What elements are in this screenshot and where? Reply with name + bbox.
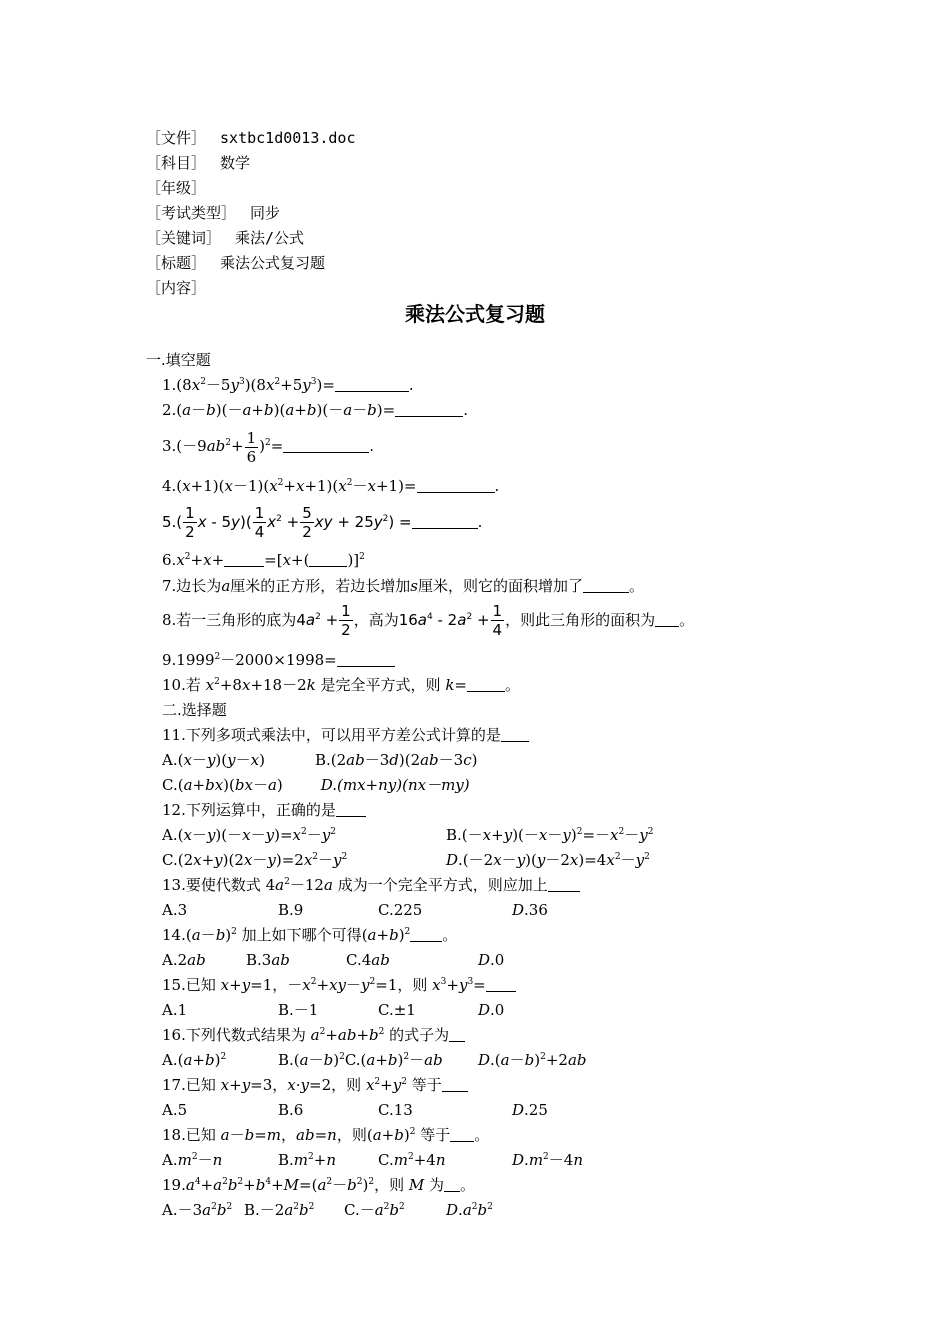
- meta-file: ［文件］ sxtbc1d0013.doc: [146, 129, 356, 147]
- meta-exam-type: ［考试类型］ 同步: [146, 204, 281, 222]
- q17-options: A.5 B.6 C.13 D.25: [162, 1101, 548, 1119]
- question-13: 13.要使代数式 $4a^2-12a$ 成为一个完全平方式，则应加上: [162, 875, 580, 895]
- q12-option-c: $C.(2x+y)(2x-y)=2x^2-y^2$: [162, 851, 348, 869]
- q12-option-a: $A.(x-y)(-x-y)=x^2-y^2$: [162, 826, 336, 844]
- question-5: 5.( $\frac{1}{2}$ x - 5y)( $\frac{1}{4}$ $x^2$ + $\frac{5}{2}$ xy + $25y^2$) = .: [162, 504, 483, 541]
- question-8: 8.若一三角形的底为$4a^2$ + $\frac{1}{2}$ ，高为$16a^4 - 2a^2$ + $\frac{1}{4}$ ，则此三角形的面积为 。: [162, 602, 695, 639]
- question-6: $6.x^2+x+ =[x+$( )]$^2$: [162, 551, 365, 569]
- meta-title: ［标题］ 乘法公式复习题: [146, 254, 326, 272]
- question-3: $3.(-9ab^2+$ $\frac{1}{6}$ )$^2$= .: [162, 428, 375, 466]
- question-7: 7.边长为a厘米的正方形，若边长增加s厘米，则它的面积增加了 。: [162, 577, 645, 595]
- page-title: 乘法公式复习题: [405, 302, 545, 326]
- question-1: $1.(8x^2-5y^3)(8x^2+5y^3)=$ .: [162, 376, 414, 394]
- question-4: $4.(x+1)(x-1)(x^2+x+1)(x^2-x+1)=$ .: [162, 477, 500, 495]
- question-14: $14.(a-b)^2$ 加上如下哪个可得$(a+b)^2$ 。: [162, 926, 458, 944]
- question-2: 2.(a－b)(－a+b)(a+b)(－a－b)= .: [162, 401, 468, 419]
- question-17: 17.已知 x+y=3，x·y=2，则 $x^2+y^2$ 等于: [162, 1075, 468, 1095]
- question-10: 10.若 $x^2+8x+18-2k$ 是完全平方式，则 k= 。: [162, 676, 520, 694]
- section-fill: 一.填空题: [146, 351, 211, 369]
- question-16: 16.下列代数式结果为 $a^2+ab+b^2$ 的式子为: [162, 1025, 465, 1045]
- q13-options: A.3 B.9 C.225 D.36: [162, 901, 548, 919]
- question-19: $19.a^4+a^2b^2+b^4+M=(a^2-b^2)^2$，则 M 为 。: [162, 1176, 476, 1194]
- q19-options: $A.-3a^2b^2$ $B.-2a^2b^2$ $C.-a^2b^2$ $D.a^2b^2$: [162, 1201, 493, 1219]
- q11-options-row1: A.(x－y)(y－x) B.(2ab－3d)(2ab－3c): [162, 751, 478, 769]
- q11-options-row2: C.(a+bx)(bx－a) D.(mx+ny)(nx－my): [162, 776, 470, 794]
- meta-keywords: ［关键词］ 乘法/公式: [146, 229, 305, 247]
- q18-options: $A.m^2-n$ $B.m^2+n$ $C.m^2+4n$ $D.m^2-4n$: [162, 1151, 583, 1169]
- q14-options: A.2ab B.3ab C.4ab D.0: [162, 951, 505, 969]
- meta-content: ［内容］: [146, 279, 207, 297]
- q12-option-d: $D.(-2x-y)(y-2x)=4x^2-y^2$: [446, 851, 650, 869]
- question-18: 18.已知 a－b=m，ab=n，则$(a+b)^2$ 等于 。: [162, 1126, 490, 1144]
- meta-subject: ［科目］ 数学: [146, 154, 251, 172]
- question-15: 15.已知 x+y=1，$-x^2+xy-y^2=1$，则 $x^3+y^3=$: [162, 975, 516, 995]
- q16-options: $A.(a+b)^2$ $B.(a-b)^2C.(a+b)^2-ab$ $D.(a-b)^2+2ab$: [162, 1051, 587, 1069]
- question-12: 12.下列运算中，正确的是: [162, 800, 366, 820]
- question-9: $9.1999^2-2000\times 1998=$: [162, 650, 395, 670]
- meta-grade: ［年级］: [146, 179, 207, 197]
- metadata-block: [146, 126, 355, 301]
- q12-option-b: $B.(-x+y)(-x-y)^2=-x^2-y^2$: [446, 826, 654, 844]
- q15-options: A.1 B.－1 C.±1 D.0: [162, 1001, 505, 1019]
- question-11: 11.下列多项式乘法中，可以用平方差公式计算的是: [162, 725, 529, 745]
- section-choice: 二.选择题: [162, 701, 227, 719]
